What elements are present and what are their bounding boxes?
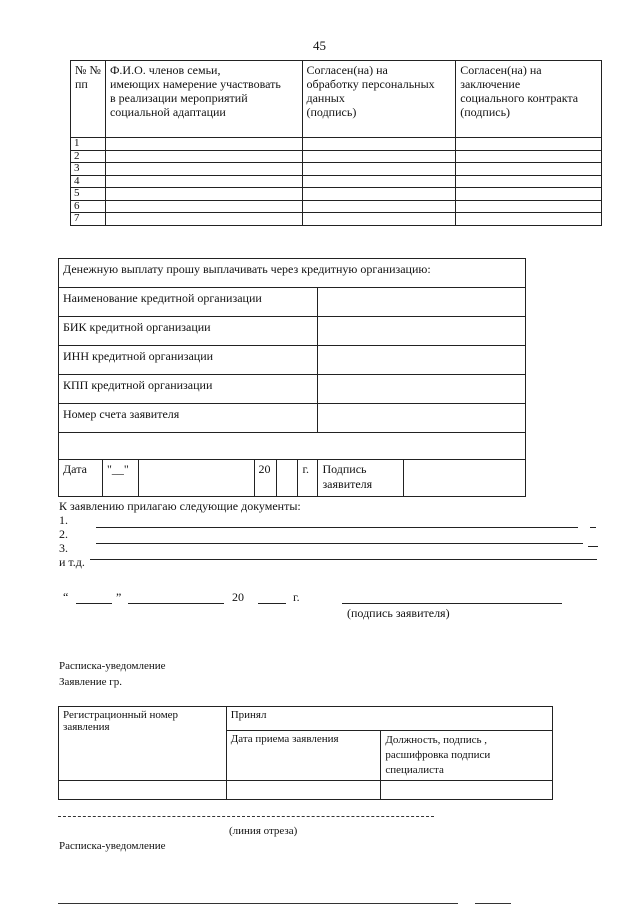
consent-contract-cell[interactable] <box>456 175 602 188</box>
day-line[interactable] <box>76 603 112 604</box>
signature-caption: (подпись заявителя) <box>347 606 450 620</box>
close-quote: ” <box>116 590 122 604</box>
fio-cell[interactable] <box>105 150 302 163</box>
bik-value[interactable] <box>318 317 526 346</box>
position-value[interactable] <box>381 781 553 800</box>
inn-value[interactable] <box>318 346 526 375</box>
consent-contract-cell[interactable] <box>456 200 602 213</box>
receipt2-title: Расписка-уведомление <box>59 840 166 852</box>
signature-label: Подпись заявителя <box>318 460 404 497</box>
documents-etc: и т.д. <box>59 555 85 569</box>
open-quote: “ <box>63 590 69 604</box>
bottom-line-1 <box>58 903 458 904</box>
receipt-title: Расписка-уведомление <box>59 660 166 672</box>
year-prefix: 20 <box>232 590 244 604</box>
bottom-line-2 <box>475 903 511 904</box>
kpp-label: КПП кредитной организации <box>59 375 318 404</box>
consent-pd-cell[interactable] <box>302 213 456 226</box>
cut-line-caption: (линия отреза) <box>229 825 298 837</box>
bank-empty-row <box>59 433 526 460</box>
consent-contract-cell[interactable] <box>456 163 602 176</box>
inn-label: ИНН кредитной организации <box>59 346 318 375</box>
receipt-table <box>58 706 553 800</box>
doc-item-2: 2. <box>59 527 68 541</box>
doc-line-2-tail <box>588 546 598 547</box>
consent-pd-cell[interactable] <box>302 138 456 151</box>
header-number: № № пп <box>71 61 106 138</box>
documents-intro: К заявлению прилагаю следующие документы: <box>59 499 301 513</box>
reg-number-label: Регистрационный номер заявления <box>59 707 227 781</box>
row-number: 3 <box>71 163 106 176</box>
table-row <box>71 163 602 176</box>
row-number: 2 <box>71 150 106 163</box>
header-consent-contract: Согласен(на) на заключение социального контракта (подпись) <box>456 61 602 138</box>
bank-name-label: Наименование кредитной организации <box>59 288 318 317</box>
fio-cell[interactable] <box>105 175 302 188</box>
accepted-label: Принял <box>226 707 552 731</box>
position-label: Должность, подпись , расшифровка подписи специалиста <box>381 731 553 781</box>
header-fio: Ф.И.О. членов семьи, имеющих намерение участвовать в реализации мероприятий социальной адаптации <box>105 61 302 138</box>
date-day[interactable]: "__" <box>102 460 138 497</box>
table-row <box>71 138 602 151</box>
consent-contract-cell[interactable] <box>456 138 602 151</box>
date-label: Дата <box>59 460 103 497</box>
account-value[interactable] <box>318 404 526 433</box>
doc-line-1-tail <box>590 527 596 528</box>
date-month[interactable] <box>138 460 254 497</box>
table-row <box>71 175 602 188</box>
month-line[interactable] <box>128 603 224 604</box>
doc-line-3[interactable] <box>90 559 597 560</box>
bank-details-table <box>58 258 526 497</box>
reg-number-value[interactable] <box>59 781 227 800</box>
header-consent-personal-data: Согласен(на) на обработку персональных данных (подпись) <box>302 61 456 138</box>
year-suffix-field[interactable] <box>276 460 298 497</box>
year-g: г. <box>293 590 300 604</box>
table-row <box>71 188 602 201</box>
fio-cell[interactable] <box>105 200 302 213</box>
bik-label: БИК кредитной организации <box>59 317 318 346</box>
year-line[interactable] <box>258 603 286 604</box>
doc-line-2[interactable] <box>96 543 583 544</box>
row-number: 6 <box>71 200 106 213</box>
date-received-value[interactable] <box>226 781 381 800</box>
fio-cell[interactable] <box>105 163 302 176</box>
bank-title: Денежную выплату прошу выплачивать через кредитную организацию: <box>59 259 526 288</box>
doc-line-1[interactable] <box>96 527 578 528</box>
row-number: 5 <box>71 188 106 201</box>
table-row <box>71 200 602 213</box>
table-row <box>71 150 602 163</box>
consent-pd-cell[interactable] <box>302 200 456 213</box>
date-received-label: Дата приема заявления <box>226 731 381 781</box>
receipt-statement: Заявление гр. <box>59 676 123 688</box>
consent-contract-cell[interactable] <box>456 213 602 226</box>
consent-contract-cell[interactable] <box>456 188 602 201</box>
fio-cell[interactable] <box>105 213 302 226</box>
account-label: Номер счета заявителя <box>59 404 318 433</box>
row-number: 1 <box>71 138 106 151</box>
row-number: 7 <box>71 213 106 226</box>
page-number: 45 <box>313 38 326 53</box>
family-members-table <box>70 60 602 226</box>
table-row <box>71 213 602 226</box>
consent-pd-cell[interactable] <box>302 150 456 163</box>
consent-pd-cell[interactable] <box>302 175 456 188</box>
fio-cell[interactable] <box>105 138 302 151</box>
cut-line <box>58 816 434 817</box>
consent-contract-cell[interactable] <box>456 150 602 163</box>
fio-cell[interactable] <box>105 188 302 201</box>
signature-line[interactable] <box>342 603 562 604</box>
row-number: 4 <box>71 175 106 188</box>
consent-pd-cell[interactable] <box>302 188 456 201</box>
year-prefix: 20 <box>254 460 276 497</box>
consent-pd-cell[interactable] <box>302 163 456 176</box>
doc-item-3: 3. <box>59 541 68 555</box>
doc-item-1: 1. <box>59 513 68 527</box>
year-g: г. <box>298 460 318 497</box>
bank-name-value[interactable] <box>318 288 526 317</box>
signature-field[interactable] <box>404 460 526 497</box>
kpp-value[interactable] <box>318 375 526 404</box>
